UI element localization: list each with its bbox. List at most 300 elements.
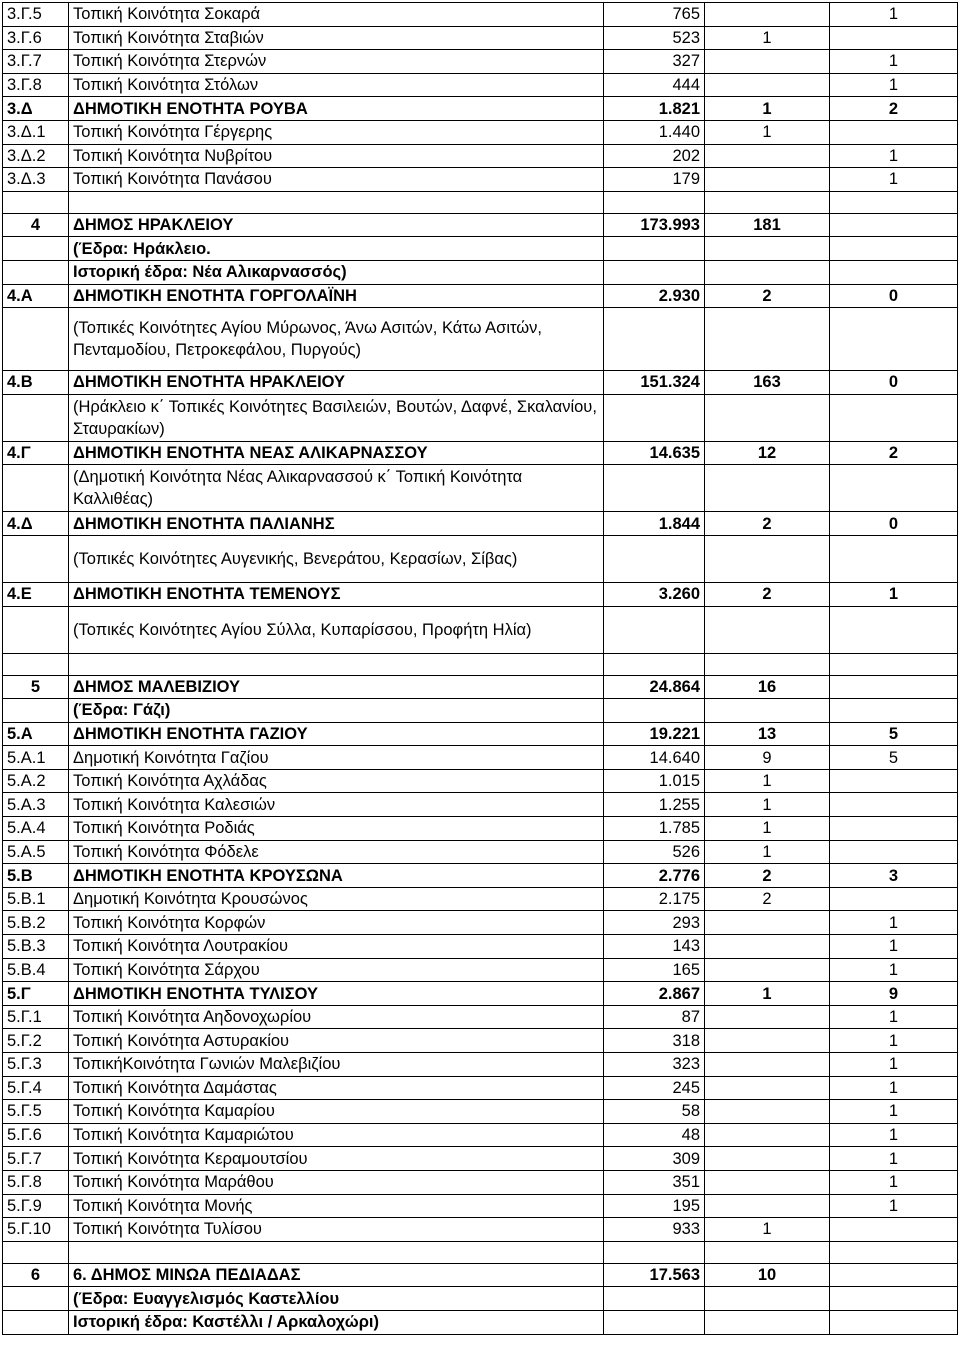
code-cell [3, 394, 69, 441]
population-cell: 523 [604, 26, 705, 50]
seats-cell [705, 1147, 830, 1171]
population-cell [604, 699, 705, 723]
name-cell: Τοπική Κοινότητα Σάρχου [69, 958, 604, 982]
population-cell: 1.785 [604, 817, 705, 841]
name-cell: (Τοπικές Κοινότητες Αυγενικής, Βενεράτου, Κερασίων, Σίβας) [69, 535, 604, 582]
count-cell: 9 [830, 982, 958, 1006]
seats-cell [705, 1076, 830, 1100]
count-cell [830, 887, 958, 911]
code-cell: 4.Γ [3, 441, 69, 465]
code-cell: 5.Γ.2 [3, 1029, 69, 1053]
population-cell: 2.930 [604, 284, 705, 308]
code-cell: 4.Δ [3, 512, 69, 536]
seats-cell [705, 699, 830, 723]
empty-cell [705, 1241, 830, 1263]
seats-cell: 1 [705, 793, 830, 817]
name-cell: Τοπική Κοινότητα Σοκαρά [69, 3, 604, 27]
seats-cell: 2 [705, 582, 830, 606]
seats-cell: 1 [705, 769, 830, 793]
table-row [3, 699, 958, 723]
code-cell: 5.Γ.3 [3, 1053, 69, 1077]
count-cell: 5 [830, 746, 958, 770]
population-cell: 179 [604, 168, 705, 192]
population-cell [604, 1310, 705, 1334]
seats-cell: 2 [705, 284, 830, 308]
population-cell: 933 [604, 1218, 705, 1242]
code-cell: 4.Ε [3, 582, 69, 606]
table-row [3, 606, 958, 653]
seats-cell [705, 935, 830, 959]
table-row [3, 840, 958, 864]
table-row [3, 3, 958, 27]
seats-cell: 2 [705, 864, 830, 888]
code-cell: 5.Γ.7 [3, 1147, 69, 1171]
code-cell [3, 465, 69, 512]
count-cell: 1 [830, 1123, 958, 1147]
name-cell: Τοπική Κοινότητα Στόλων [69, 73, 604, 97]
population-cell [604, 465, 705, 512]
seats-cell [705, 1029, 830, 1053]
seats-cell: 9 [705, 746, 830, 770]
table-row [3, 1287, 958, 1311]
count-cell [830, 465, 958, 512]
table-row [3, 465, 958, 512]
population-cell: 327 [604, 50, 705, 74]
table-body [3, 3, 958, 1335]
count-cell: 1 [830, 935, 958, 959]
population-cell: 19.221 [604, 722, 705, 746]
name-cell: (Ηράκλειο κ΄ Τοπικές Κοινότητες Βασιλειών, Βουτών, Δαφνέ, Σκαλανίου, Σταυρακίων) [69, 394, 604, 441]
name-cell: Τοπική Κοινότητα Μονής [69, 1194, 604, 1218]
table-row [3, 1123, 958, 1147]
table-row [3, 1029, 958, 1053]
code-cell: 4.Β [3, 371, 69, 395]
seats-cell [705, 1005, 830, 1029]
population-cell: 351 [604, 1170, 705, 1194]
code-cell [3, 260, 69, 284]
seats-cell: 1 [705, 840, 830, 864]
name-cell: ΤοπικήΚοινότητα Γωνιών Μαλεβιζίου [69, 1053, 604, 1077]
name-cell: Τοπική Κοινότητα Στερνών [69, 50, 604, 74]
population-cell: 1.440 [604, 120, 705, 144]
population-cell: 14.640 [604, 746, 705, 770]
code-cell: 5.Β [3, 864, 69, 888]
population-cell: 444 [604, 73, 705, 97]
count-cell: 1 [830, 1076, 958, 1100]
name-cell: 6. ΔΗΜΟΣ ΜΙΝΩΑ ΠΕΔΙΑΔΑΣ [69, 1263, 604, 1287]
population-cell: 1.821 [604, 97, 705, 121]
code-cell: 3.Δ [3, 97, 69, 121]
name-cell: Δημοτική Κοινότητα Γαζίου [69, 746, 604, 770]
population-cell: 323 [604, 1053, 705, 1077]
table-row [3, 394, 958, 441]
table-row [3, 1194, 958, 1218]
code-cell: 5.Β.1 [3, 887, 69, 911]
code-cell: 4.Α [3, 284, 69, 308]
seats-cell [705, 1053, 830, 1077]
table-row [3, 911, 958, 935]
name-cell: Ιστορική έδρα: Καστέλλι / Αρκαλοχώρι) [69, 1310, 604, 1334]
code-cell: 3.Γ.5 [3, 3, 69, 27]
name-cell: Τοπική Κοινότητα Ροδιάς [69, 817, 604, 841]
code-cell: 3.Δ.3 [3, 168, 69, 192]
table-row [3, 1005, 958, 1029]
seats-cell: 1 [705, 982, 830, 1006]
table-row [3, 1310, 958, 1334]
empty-cell [69, 191, 604, 213]
seats-cell [705, 308, 830, 371]
population-cell [604, 260, 705, 284]
population-cell: 202 [604, 144, 705, 168]
seats-cell [705, 3, 830, 27]
count-cell: 3 [830, 864, 958, 888]
name-cell: Τοπική Κοινότητα Μαράθου [69, 1170, 604, 1194]
code-cell [3, 308, 69, 371]
count-cell [830, 606, 958, 653]
code-cell: 5.Β.3 [3, 935, 69, 959]
code-cell: 3.Γ.6 [3, 26, 69, 50]
seats-cell [705, 1194, 830, 1218]
count-cell [830, 793, 958, 817]
count-cell [830, 699, 958, 723]
table-row [3, 535, 958, 582]
table-row [3, 864, 958, 888]
count-cell: 1 [830, 168, 958, 192]
name-cell: ΔΗΜΟΣ ΜΑΛΕΒΙΖΙΟΥ [69, 675, 604, 699]
count-cell [830, 260, 958, 284]
seats-cell: 12 [705, 441, 830, 465]
empty-cell [830, 653, 958, 675]
seats-cell [705, 50, 830, 74]
empty-cell [830, 191, 958, 213]
count-cell [830, 1287, 958, 1311]
name-cell: Τοπική Κοινότητα Γέργερης [69, 120, 604, 144]
name-cell: ΔΗΜΟΤΙΚΗ ΕΝΟΤΗΤΑ ΡΟΥΒΑ [69, 97, 604, 121]
name-cell: (Έδρα: Γάζι) [69, 699, 604, 723]
seats-cell [705, 237, 830, 261]
table-row [3, 1053, 958, 1077]
seats-cell: 13 [705, 722, 830, 746]
count-cell [830, 213, 958, 237]
code-cell [3, 1310, 69, 1334]
seats-cell: 2 [705, 512, 830, 536]
population-cell: 1.844 [604, 512, 705, 536]
seats-cell: 16 [705, 675, 830, 699]
name-cell: ΔΗΜΟΤΙΚΗ ΕΝΟΤΗΤΑ ΓΑΖΙΟΥ [69, 722, 604, 746]
name-cell: Τοπική Κοινότητα Καμαριώτου [69, 1123, 604, 1147]
table-row [3, 675, 958, 699]
table-row [3, 887, 958, 911]
name-cell: (Τοπικές Κοινότητες Αγίου Σύλλα, Κυπαρίσσου, Προφήτη Ηλία) [69, 606, 604, 653]
name-cell: Δημοτική Κοινότητα Κρουσώνος [69, 887, 604, 911]
seats-cell [705, 535, 830, 582]
seats-cell [705, 911, 830, 935]
table-row [3, 582, 958, 606]
code-cell: 5 [3, 675, 69, 699]
seats-cell [705, 1310, 830, 1334]
count-cell [830, 308, 958, 371]
code-cell: 5.Α.5 [3, 840, 69, 864]
table-row [3, 191, 958, 213]
table-row [3, 73, 958, 97]
empty-cell [69, 1241, 604, 1263]
empty-cell [705, 653, 830, 675]
code-cell [3, 1287, 69, 1311]
table-row [3, 769, 958, 793]
count-cell: 0 [830, 284, 958, 308]
count-cell: 1 [830, 144, 958, 168]
seats-cell: 1 [705, 97, 830, 121]
count-cell: 1 [830, 1170, 958, 1194]
seats-cell: 163 [705, 371, 830, 395]
table-row [3, 168, 958, 192]
table-row [3, 793, 958, 817]
code-cell: 5.Α.3 [3, 793, 69, 817]
table-row [3, 653, 958, 675]
table-row [3, 371, 958, 395]
code-cell: 5.Α.1 [3, 746, 69, 770]
seats-cell [705, 1100, 830, 1124]
count-cell [830, 535, 958, 582]
table-row [3, 935, 958, 959]
code-cell [3, 535, 69, 582]
population-cell: 14.635 [604, 441, 705, 465]
population-cell [604, 237, 705, 261]
population-cell [604, 394, 705, 441]
name-cell: Τοπική Κοινότητα Κεραμουτσίου [69, 1147, 604, 1171]
count-cell [830, 769, 958, 793]
seats-cell [705, 1170, 830, 1194]
code-cell: 3.Γ.7 [3, 50, 69, 74]
table-row [3, 1218, 958, 1242]
seats-cell [705, 168, 830, 192]
code-cell: 5.Α.2 [3, 769, 69, 793]
population-cell: 17.563 [604, 1263, 705, 1287]
code-cell: 5.Α.4 [3, 817, 69, 841]
population-cell [604, 1287, 705, 1311]
population-cell: 173.993 [604, 213, 705, 237]
count-cell: 2 [830, 97, 958, 121]
population-cell: 1.255 [604, 793, 705, 817]
seats-cell: 1 [705, 1218, 830, 1242]
population-cell: 87 [604, 1005, 705, 1029]
count-cell: 1 [830, 1147, 958, 1171]
table-row [3, 308, 958, 371]
code-cell: 5.Γ.1 [3, 1005, 69, 1029]
population-cell: 309 [604, 1147, 705, 1171]
table-row [3, 26, 958, 50]
table-row [3, 746, 958, 770]
population-cell: 58 [604, 1100, 705, 1124]
population-cell: 1.015 [604, 769, 705, 793]
code-cell: 5.Γ.9 [3, 1194, 69, 1218]
seats-cell [705, 1123, 830, 1147]
name-cell: (Δημοτική Κοινότητα Νέας Αλικαρνασσού κ΄ Τοπική Κοινότητα Καλλιθέας) [69, 465, 604, 512]
count-cell [830, 1218, 958, 1242]
table-row [3, 260, 958, 284]
count-cell: 1 [830, 1053, 958, 1077]
code-cell: 5.Γ.4 [3, 1076, 69, 1100]
name-cell: (Έδρα: Ηράκλειο. [69, 237, 604, 261]
count-cell: 0 [830, 512, 958, 536]
table-row [3, 722, 958, 746]
population-cell: 293 [604, 911, 705, 935]
count-cell: 1 [830, 911, 958, 935]
name-cell: ΔΗΜΟΤΙΚΗ ΕΝΟΤΗΤΑ ΝΕΑΣ ΑΛΙΚΑΡΝΑΣΣΟΥ [69, 441, 604, 465]
seats-cell: 2 [705, 887, 830, 911]
code-cell: 5.Γ.5 [3, 1100, 69, 1124]
population-cell: 245 [604, 1076, 705, 1100]
code-cell [3, 237, 69, 261]
code-cell: 5.Β.2 [3, 911, 69, 935]
count-cell [830, 675, 958, 699]
table-row [3, 213, 958, 237]
count-cell: 2 [830, 441, 958, 465]
seats-cell: 1 [705, 120, 830, 144]
population-cell: 143 [604, 935, 705, 959]
code-cell: 3.Δ.1 [3, 120, 69, 144]
name-cell: Τοπική Κοινότητα Καλεσιών [69, 793, 604, 817]
table-row [3, 120, 958, 144]
code-cell: 5.Γ.10 [3, 1218, 69, 1242]
name-cell: ΔΗΜΟΤΙΚΗ ΕΝΟΤΗΤΑ ΚΡΟΥΣΩΝΑ [69, 864, 604, 888]
code-cell [3, 699, 69, 723]
count-cell [830, 1263, 958, 1287]
table-row [3, 237, 958, 261]
population-cell: 3.260 [604, 582, 705, 606]
empty-cell [3, 191, 69, 213]
name-cell: Τοπική Κοινότητα Αηδονοχωρίου [69, 1005, 604, 1029]
municipal-units-table [2, 2, 958, 1335]
count-cell: 1 [830, 1005, 958, 1029]
seats-cell [705, 394, 830, 441]
count-cell: 1 [830, 73, 958, 97]
empty-cell [604, 653, 705, 675]
seats-cell [705, 73, 830, 97]
table-row [3, 512, 958, 536]
empty-cell [604, 191, 705, 213]
code-cell: 5.Γ.8 [3, 1170, 69, 1194]
empty-cell [705, 191, 830, 213]
name-cell: Τοπική Κοινότητα Σταβιών [69, 26, 604, 50]
population-cell: 2.175 [604, 887, 705, 911]
name-cell: ΔΗΜΟΤΙΚΗ ΕΝΟΤΗΤΑ ΗΡΑΚΛΕΙΟΥ [69, 371, 604, 395]
count-cell [830, 26, 958, 50]
empty-cell [830, 1241, 958, 1263]
population-cell [604, 308, 705, 371]
empty-cell [3, 1241, 69, 1263]
code-cell: 3.Γ.8 [3, 73, 69, 97]
seats-cell [705, 465, 830, 512]
population-cell [604, 606, 705, 653]
count-cell [830, 120, 958, 144]
name-cell: ΔΗΜΟΣ ΗΡΑΚΛΕΙΟΥ [69, 213, 604, 237]
code-cell: 5.Β.4 [3, 958, 69, 982]
name-cell: ΔΗΜΟΤΙΚΗ ΕΝΟΤΗΤΑ ΠΑΛΙΑΝΗΣ [69, 512, 604, 536]
seats-cell [705, 958, 830, 982]
seats-cell [705, 260, 830, 284]
count-cell: 1 [830, 1100, 958, 1124]
name-cell: Τοπική Κοινότητα Αχλάδας [69, 769, 604, 793]
table-row [3, 982, 958, 1006]
name-cell: Τοπική Κοινότητα Λουτρακίου [69, 935, 604, 959]
empty-cell [604, 1241, 705, 1263]
count-cell: 1 [830, 582, 958, 606]
table-row [3, 1170, 958, 1194]
population-cell [604, 535, 705, 582]
seats-cell: 10 [705, 1263, 830, 1287]
code-cell: 5.Α [3, 722, 69, 746]
table-row [3, 1100, 958, 1124]
count-cell [830, 1310, 958, 1334]
population-cell: 318 [604, 1029, 705, 1053]
population-cell: 765 [604, 3, 705, 27]
seats-cell: 1 [705, 26, 830, 50]
name-cell: Τοπική Κοινότητα Δαμάστας [69, 1076, 604, 1100]
population-cell: 24.864 [604, 675, 705, 699]
count-cell: 1 [830, 958, 958, 982]
name-cell: ΔΗΜΟΤΙΚΗ ΕΝΟΤΗΤΑ ΓΟΡΓΟΛΑΪΝΗ [69, 284, 604, 308]
count-cell: 1 [830, 1194, 958, 1218]
population-cell: 2.867 [604, 982, 705, 1006]
seats-cell [705, 606, 830, 653]
count-cell [830, 840, 958, 864]
empty-cell [69, 653, 604, 675]
name-cell: Τοπική Κοινότητα Τυλίσου [69, 1218, 604, 1242]
population-cell: 2.776 [604, 864, 705, 888]
table-row [3, 144, 958, 168]
population-cell: 526 [604, 840, 705, 864]
table-row [3, 1147, 958, 1171]
table-row [3, 817, 958, 841]
seats-cell: 181 [705, 213, 830, 237]
table-row [3, 958, 958, 982]
name-cell: ΔΗΜΟΤΙΚΗ ΕΝΟΤΗΤΑ ΤΕΜΕΝΟΥΣ [69, 582, 604, 606]
count-cell: 1 [830, 50, 958, 74]
population-cell: 165 [604, 958, 705, 982]
count-cell: 5 [830, 722, 958, 746]
table-row [3, 1263, 958, 1287]
code-cell: 5.Γ [3, 982, 69, 1006]
table-row [3, 1241, 958, 1263]
count-cell: 1 [830, 1029, 958, 1053]
seats-cell: 1 [705, 817, 830, 841]
table-row [3, 50, 958, 74]
count-cell [830, 237, 958, 261]
code-cell: 3.Δ.2 [3, 144, 69, 168]
name-cell: Τοπική Κοινότητα Πανάσου [69, 168, 604, 192]
name-cell: Τοπική Κοινότητα Καμαρίου [69, 1100, 604, 1124]
name-cell: Τοπική Κοινότητα Νυβρίτου [69, 144, 604, 168]
name-cell: Τοπική Κοινότητα Φόδελε [69, 840, 604, 864]
population-cell: 151.324 [604, 371, 705, 395]
table-row [3, 97, 958, 121]
population-cell: 48 [604, 1123, 705, 1147]
name-cell: Τοπική Κοινότητα Αστυρακίου [69, 1029, 604, 1053]
name-cell: Ιστορική έδρα: Νέα Αλικαρνασσός) [69, 260, 604, 284]
empty-cell [3, 653, 69, 675]
seats-cell [705, 1287, 830, 1311]
code-cell: 4 [3, 213, 69, 237]
count-cell: 0 [830, 371, 958, 395]
name-cell: ΔΗΜΟΤΙΚΗ ΕΝΟΤΗΤΑ ΤΥΛΙΣΟΥ [69, 982, 604, 1006]
count-cell [830, 394, 958, 441]
name-cell: Τοπική Κοινότητα Κορφών [69, 911, 604, 935]
name-cell: (Τοπικές Κοινότητες Αγίου Μύρωνος, Άνω Ασιτών, Κάτω Ασιτών, Πενταμοδίου, Πετροκεφάλου, Πυργούς) [69, 308, 604, 371]
population-cell: 195 [604, 1194, 705, 1218]
name-cell: (Έδρα: Ευαγγελισμός Καστελλίου [69, 1287, 604, 1311]
code-cell: 6 [3, 1263, 69, 1287]
